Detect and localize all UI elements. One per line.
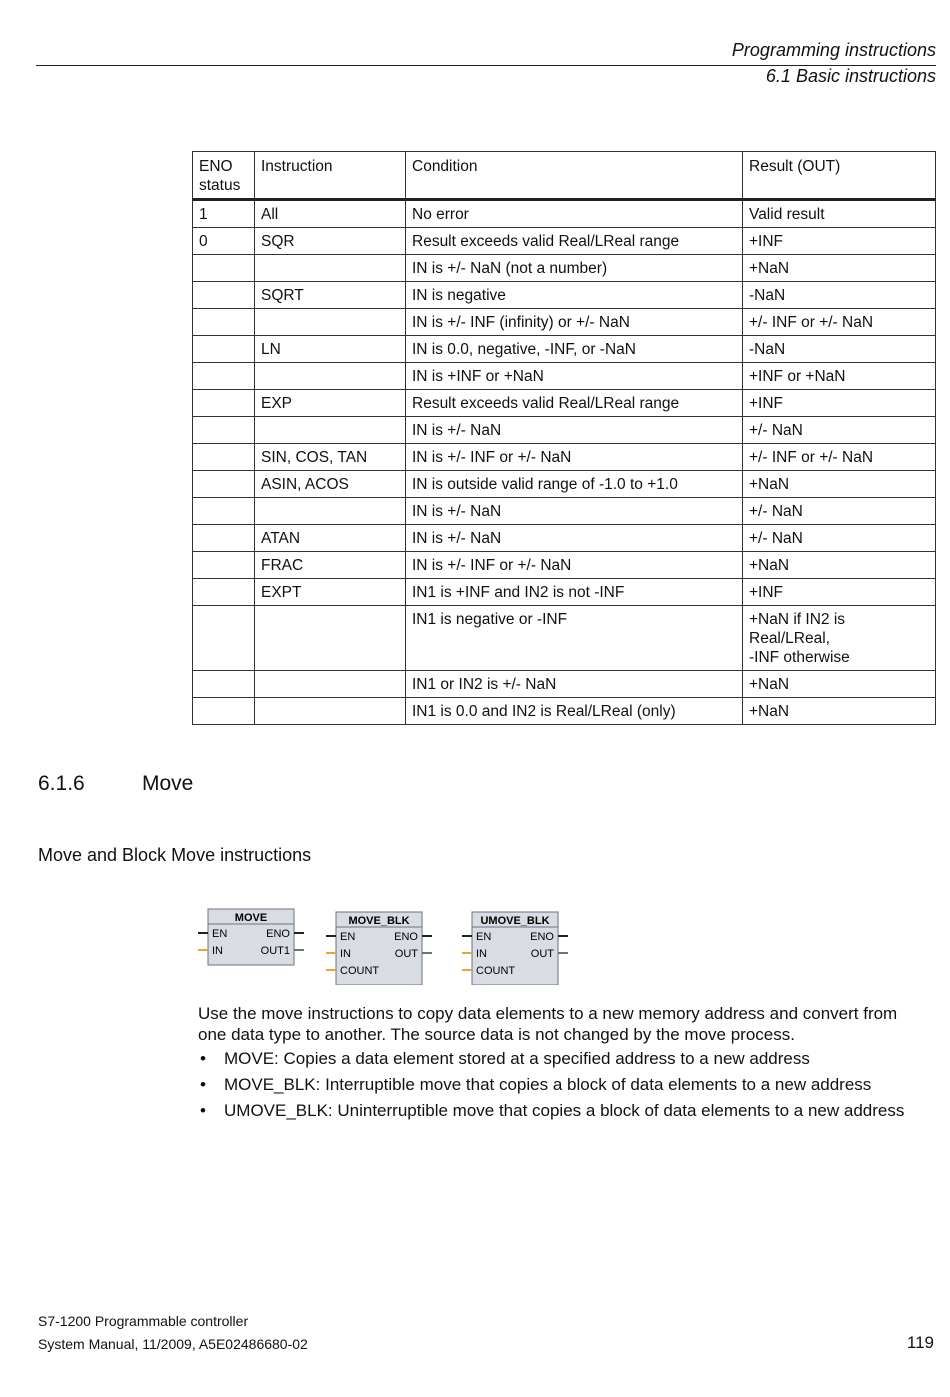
- cell-instruction: All: [255, 200, 406, 228]
- cell-eno-status: [193, 282, 255, 309]
- pin-label-out: OUT: [530, 948, 554, 960]
- cell-result: +NaN: [743, 255, 936, 282]
- cell-condition: IN1 or IN2 is +/- NaN: [406, 671, 743, 698]
- cell-eno-status: [193, 606, 255, 671]
- cell-condition: Result exceeds valid Real/LReal range: [406, 390, 743, 417]
- cell-eno-status: 0: [193, 228, 255, 255]
- cell-result: +NaN: [743, 698, 936, 725]
- section-number: 6.1.6: [38, 772, 85, 795]
- cell-condition: IN1 is 0.0 and IN2 is Real/LReal (only): [406, 698, 743, 725]
- cell-eno-status: [193, 471, 255, 498]
- bullet-text-umove-blk: UMOVE_BLK: Uninterruptible move that copies a block of data elements to a new address: [224, 1101, 905, 1120]
- table-row: [193, 282, 936, 309]
- cell-instruction: [255, 417, 406, 444]
- cell-instruction: SIN, COS, TAN: [255, 444, 406, 471]
- bullet-marker: •: [200, 1101, 206, 1120]
- cell-result: +/- NaN: [743, 417, 936, 444]
- block-umove-blk: [462, 912, 568, 985]
- bullet-marker: •: [200, 1049, 206, 1068]
- cell-condition: IN is +/- INF or +/- NaN: [406, 552, 743, 579]
- table-row: [193, 606, 936, 671]
- pin-label-in: IN: [476, 948, 487, 960]
- pin-label-in: COUNT: [476, 965, 516, 977]
- table-row: [193, 552, 936, 579]
- cell-result: +INF: [743, 228, 936, 255]
- cell-condition: IN is +/- NaN: [406, 498, 743, 525]
- table-header-row: [193, 152, 936, 200]
- cell-result: +/- INF or +/- NaN: [743, 444, 936, 471]
- cell-instruction: [255, 309, 406, 336]
- cell-eno-status: [193, 671, 255, 698]
- table-row: [193, 671, 936, 698]
- table-row: [193, 698, 936, 725]
- table-row: [193, 390, 936, 417]
- table-row: [193, 363, 936, 390]
- cell-instruction: SQRT: [255, 282, 406, 309]
- cell-result: +INF: [743, 390, 936, 417]
- cell-instruction: [255, 363, 406, 390]
- cell-result: -NaN: [743, 282, 936, 309]
- cell-condition: IN is 0.0, negative, -INF, or -NaN: [406, 336, 743, 363]
- table-row: [193, 471, 936, 498]
- cell-result: +INF or +NaN: [743, 363, 936, 390]
- table-row: [193, 525, 936, 552]
- pin-label-in: EN: [340, 931, 356, 943]
- pin-label-in: EN: [476, 931, 492, 943]
- cell-instruction: FRAC: [255, 552, 406, 579]
- cell-condition: IN is negative: [406, 282, 743, 309]
- cell-eno-status: [193, 309, 255, 336]
- block-title: UMOVE_BLK: [480, 915, 550, 927]
- table-row: [193, 255, 936, 282]
- cell-condition: IN1 is negative or -INF: [406, 606, 743, 671]
- cell-instruction: EXPT: [255, 579, 406, 606]
- eno-status-table: [192, 151, 936, 725]
- page-number: 119: [906, 1333, 934, 1352]
- cell-condition: IN is +/- NaN: [406, 525, 743, 552]
- col-header-eno-status: ENO status: [193, 152, 255, 200]
- cell-eno-status: [193, 390, 255, 417]
- bullet-text-move: MOVE: Copies a data element stored at a specified address to a new address: [224, 1049, 810, 1068]
- bullet-text-move-blk: MOVE_BLK: Interruptible move that copies a block of data elements to a new address: [224, 1075, 872, 1094]
- cell-condition: IN is +/- NaN: [406, 417, 743, 444]
- cell-condition: IN is +INF or +NaN: [406, 363, 743, 390]
- cell-eno-status: 1: [193, 200, 255, 228]
- cell-result: +NaN: [743, 471, 936, 498]
- cell-result: +NaN: [743, 671, 936, 698]
- running-header-chapter: Programming instructions: [731, 40, 936, 60]
- col-header-instruction: Instruction: [255, 152, 406, 200]
- cell-eno-status: [193, 444, 255, 471]
- pin-label-in: IN: [212, 945, 223, 957]
- pin-label-in: IN: [340, 948, 351, 960]
- cell-eno-status: [193, 255, 255, 282]
- bullet-list: [198, 1048, 928, 1121]
- cell-condition: IN is +/- INF or +/- NaN: [406, 444, 743, 471]
- table-row: [193, 417, 936, 444]
- cell-condition: IN is +/- NaN (not a number): [406, 255, 743, 282]
- cell-eno-status: [193, 363, 255, 390]
- cell-instruction: [255, 671, 406, 698]
- cell-eno-status: [193, 336, 255, 363]
- table-row: [193, 309, 936, 336]
- body-text: [198, 1003, 928, 1126]
- block-move: [198, 909, 304, 965]
- pin-label-out: OUT1: [260, 945, 290, 957]
- col-header-condition: Condition: [406, 152, 743, 200]
- col-header-result: Result (OUT): [743, 152, 936, 200]
- cell-result: -NaN: [743, 336, 936, 363]
- cell-result: +/- NaN: [743, 525, 936, 552]
- cell-instruction: SQR: [255, 228, 406, 255]
- cell-instruction: [255, 255, 406, 282]
- cell-instruction: EXP: [255, 390, 406, 417]
- cell-instruction: [255, 698, 406, 725]
- cell-result: +/- NaN: [743, 498, 936, 525]
- cell-eno-status: [193, 417, 255, 444]
- list-item: [198, 1100, 928, 1121]
- table-row: [193, 200, 936, 228]
- subsection-title: Move and Block Move instructions: [38, 845, 312, 865]
- bullet-marker: •: [200, 1075, 206, 1094]
- pin-label-in: EN: [212, 928, 228, 940]
- table-row: [193, 336, 936, 363]
- table-row: [193, 498, 936, 525]
- cell-instruction: [255, 498, 406, 525]
- cell-result: +NaN: [743, 552, 936, 579]
- cell-instruction: ATAN: [255, 525, 406, 552]
- cell-eno-status: [193, 698, 255, 725]
- cell-condition: No error: [406, 200, 743, 228]
- cell-eno-status: [193, 552, 255, 579]
- section-title: Move: [142, 772, 194, 795]
- pin-label-out: ENO: [394, 931, 418, 943]
- pin-label-in: COUNT: [340, 965, 380, 977]
- table-row: [193, 444, 936, 471]
- cell-instruction: ASIN, ACOS: [255, 471, 406, 498]
- table-body: [193, 200, 936, 725]
- pin-label-out: ENO: [530, 931, 554, 943]
- cell-eno-status: [193, 525, 255, 552]
- cell-instruction: [255, 606, 406, 671]
- footer-product: S7-1200 Programmable controller: [38, 1313, 249, 1329]
- pin-label-out: OUT: [394, 948, 418, 960]
- cell-eno-status: [193, 498, 255, 525]
- cell-instruction: LN: [255, 336, 406, 363]
- cell-result: +/- INF or +/- NaN: [743, 309, 936, 336]
- cell-condition: IN1 is +INF and IN2 is not -INF: [406, 579, 743, 606]
- block-move-blk: [326, 912, 432, 985]
- pin-label-out: ENO: [266, 928, 290, 940]
- intro-paragraph: Use the move instructions to copy data elements to a new memory address and convert from one data type to another. The source data is not changed by the move process.: [198, 1004, 898, 1044]
- cell-condition: IN is +/- INF (infinity) or +/- NaN: [406, 309, 743, 336]
- cell-condition: IN is outside valid range of -1.0 to +1.0: [406, 471, 743, 498]
- list-item: [198, 1048, 928, 1069]
- cell-eno-status: [193, 579, 255, 606]
- footer-manual-id: System Manual, 11/2009, A5E02486680-02: [38, 1336, 308, 1352]
- cell-result: +INF: [743, 579, 936, 606]
- block-title: MOVE_BLK: [348, 915, 410, 927]
- running-header-section: 6.1 Basic instructions: [765, 66, 936, 86]
- table-row: [193, 228, 936, 255]
- cell-result: +NaN if IN2 is Real/LReal, -INF otherwise: [743, 606, 936, 671]
- table-row: [193, 579, 936, 606]
- cell-condition: Result exceeds valid Real/LReal range: [406, 228, 743, 255]
- cell-result: Valid result: [743, 200, 936, 228]
- instruction-block-diagrams: [198, 905, 578, 985]
- block-title: MOVE: [234, 912, 268, 924]
- list-item: [198, 1074, 928, 1095]
